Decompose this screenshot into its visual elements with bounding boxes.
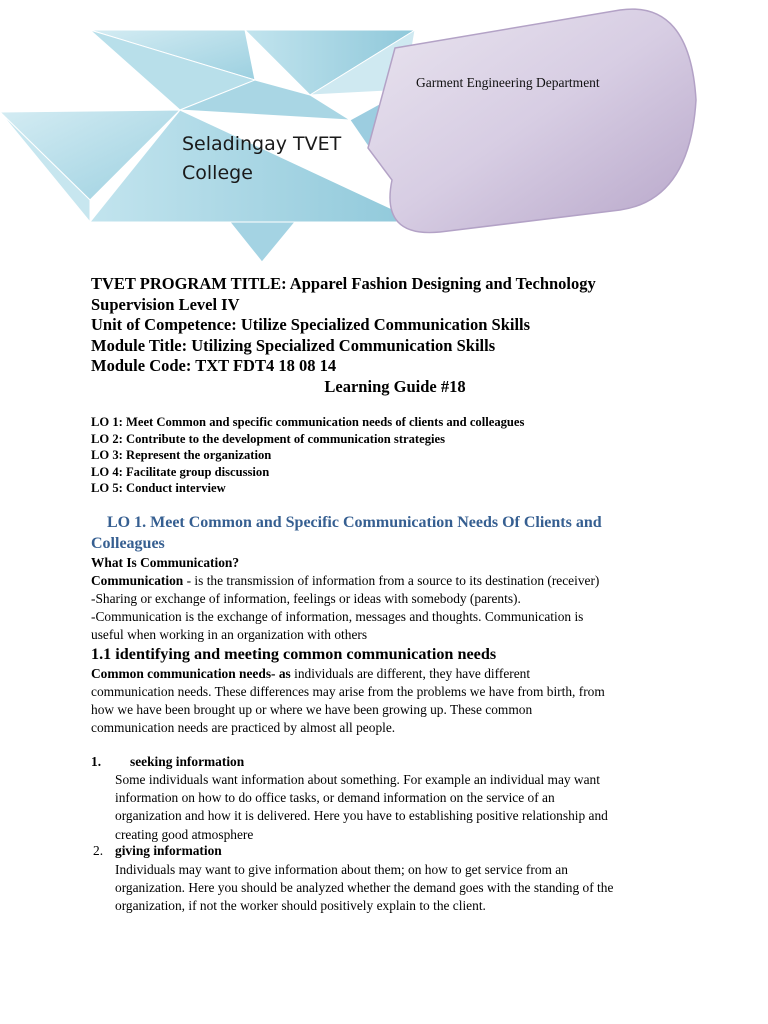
item-line: organization and how it is delivered. Here you have to establishing positive relationship and <box>115 808 608 824</box>
learning-outcome: LO 3: Represent the organization <box>91 448 272 462</box>
module-title: Module Title: Utilizing Specialized Communication Skills <box>91 335 496 355</box>
program-level: Supervision Level IV <box>91 294 240 314</box>
unit-of-competence: Unit of Competence: Utilize Specialized Communication Skills <box>91 315 531 335</box>
item-body <box>115 861 685 916</box>
department-name: Garment Engineering Department <box>416 75 600 90</box>
definition-line3: -Communication is the exchange of information, messages and thoughts. Communication is <box>91 609 584 624</box>
item-body <box>115 771 685 844</box>
paragraph-line3: how we have been brought up or where we have been growing up. These common <box>91 702 533 717</box>
item-line: information on how to do office tasks, or demand information on the service of an <box>115 790 555 806</box>
item-number: 1. <box>91 754 102 769</box>
header-graphic <box>0 0 768 270</box>
college-name <box>182 130 382 188</box>
definition-term: Communication <box>91 573 184 588</box>
paragraph-line4: communication needs are practiced by almost all people. <box>91 720 396 735</box>
college-name-line2: College <box>182 162 253 184</box>
item-title: giving information <box>115 843 222 858</box>
item-line: organization, if not the worker should positively explain to the client. <box>115 898 486 914</box>
module-code: Module Code: TXT FDT4 18 08 14 <box>91 356 337 376</box>
learning-outcome: LO 2: Contribute to the development of communication strategies <box>91 431 445 446</box>
department-banner <box>368 9 696 232</box>
definition-block <box>91 554 691 644</box>
paragraph-line1-rest: individuals are different, they have different <box>290 666 531 681</box>
definition-line4: useful when working in an organization with others <box>91 627 368 642</box>
learning-outcome: LO 1: Meet Common and specific communication needs of clients and colleagues <box>91 415 525 429</box>
program-title: TVET PROGRAM TITLE: Apparel Fashion Designing and Technology <box>91 274 596 293</box>
item-title: seeking information <box>130 754 245 769</box>
section-heading-line2: Colleagues <box>91 535 165 552</box>
learning-guide-title: Learning Guide #18 <box>324 376 466 396</box>
subsection-paragraph <box>91 665 691 737</box>
question-heading: What Is Communication? <box>91 555 240 570</box>
item-number: 2. <box>93 843 104 858</box>
item-line: Some individuals want information about something. For example an individual may want <box>115 772 600 787</box>
item-line: Individuals may want to give information about them; on how to get service from an <box>115 862 568 877</box>
subsection-heading: 1.1 identifying and meeting common communication needs <box>91 645 497 663</box>
learning-outcome: LO 5: Conduct interview <box>91 481 226 495</box>
paragraph-line1 <box>91 665 691 683</box>
program-info <box>91 274 691 398</box>
paragraph-line2: communication needs. These differences may arise from the problems we have from birth, from <box>91 684 605 699</box>
college-name-line1: Seladingay TVET <box>182 133 342 155</box>
learning-outcome: LO 4: Facilitate group discussion <box>91 464 270 479</box>
learning-outcomes-list <box>91 414 691 497</box>
item-line: organization. Here you should be analyzed whether the demand goes with the standing of the <box>115 880 614 896</box>
definition-text: - is the transmission of information from a source to its destination (receiver) <box>183 573 600 588</box>
paragraph-term: Common communication needs- as <box>91 666 291 681</box>
section-heading <box>91 512 671 554</box>
section-heading-line1: LO 1. Meet Common and Specific Communication Needs Of Clients and <box>107 514 602 531</box>
definition-line2: -Sharing or exchange of information, feelings or ideas with somebody (parents). <box>91 591 521 606</box>
definition-line1 <box>91 572 691 590</box>
item-line: creating good atmosphere <box>115 826 254 842</box>
